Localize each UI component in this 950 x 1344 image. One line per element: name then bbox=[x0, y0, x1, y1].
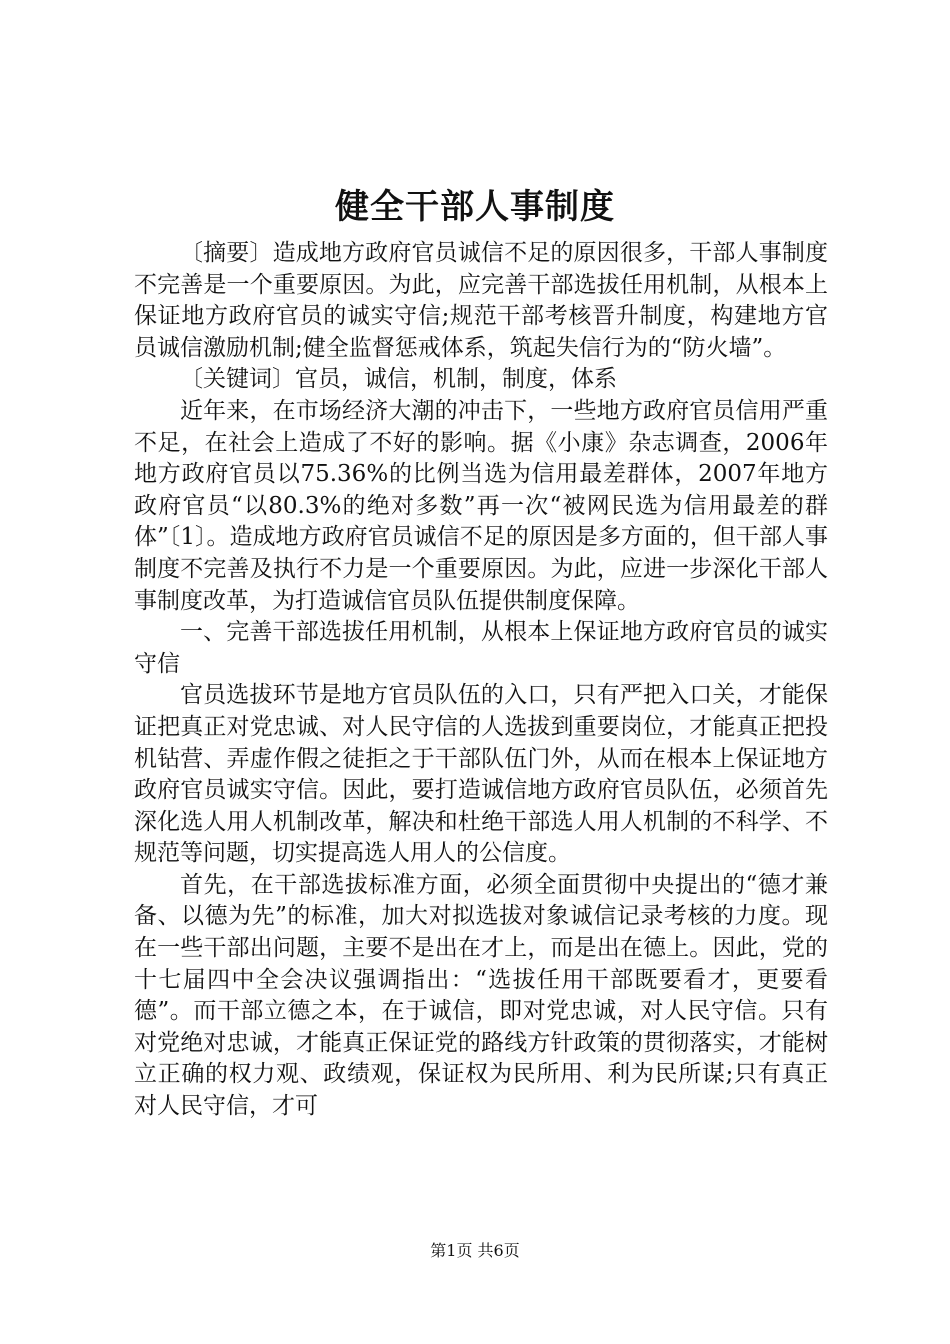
document-title: 健全干部人事制度 bbox=[335, 187, 615, 227]
abstract-paragraph: 〔摘要〕造成地方政府官员诚信不足的原因很多，干部人事制度不完善是一个重要原因。为此，应完善干部选拔任用机制，从根本上保证地方政府官员的诚实守信;规范干部考核晋升制度，构建地方官员诚信激励机制;健全监督惩戒体系，筑起失信行为的“防火墙”。 bbox=[134, 240, 828, 361]
keywords-paragraph: 〔关键词〕官员，诚信，机制，制度，体系 bbox=[180, 366, 617, 393]
intro-paragraph: 近年来，在市场经济大潮的冲击下，一些地方政府官员信用严重不足，在社会上造成了不好的影响。据《小康》杂志调查，2006年地方政府官员以75.36%的比例当选为信用最差群体，2007年地方政府官员“以80.3%的绝对多数”再一次“被网民选为信用最差的群体”〔1〕。造成地方政府官员诚信不足的原因是多方面的，但干部人事制度不完善及执行不力是一个重要原因。为此，应进一步深化干部人事制度改革，为打造诚信官员队伍提供制度保障。 bbox=[134, 397, 828, 614]
body-paragraph: 官员选拔环节是地方官员队伍的入口，只有严把入口关，才能保证把真正对党忠诚、对人民守信的人选拔到重要岗位，才能真正把投机钻营、弄虚作假之徒拒之于干部队伍门外，从而在根本上保证地方政府官员诚实守信。因此，要打造诚信地方政府官员队伍，必须首先深化选人用人机制改革，解决和杜绝干部选人用人机制的不科学、不规范等问题，切实提高选人用人的公信度。 bbox=[134, 682, 828, 867]
page-number: 第1页 共6页 bbox=[430, 1241, 520, 1260]
document-body bbox=[134, 238, 828, 1123]
section-heading: 一、完善干部选拔任用机制，从根本上保证地方政府官员的诚实守信 bbox=[134, 619, 828, 677]
body-paragraph: 首先，在干部选拔标准方面，必须全面贯彻中央提出的“德才兼备、以德为先”的标准，加大对拟选拔对象诚信记录考核的力度。现在一些干部出问题，主要不是出在才上，而是出在德上。因此，党的十七届四中全会决议强调指出：“选拔任用干部既要看才，更要看德”。而干部立德之本，在于诚信，即对党忠诚，对人民守信。只有对党绝对忠诚，才能真正保证党的路线方针政策的贯彻落实，才能树立正确的权力观、政绩观，保证权为民所用、利为民所谋;只有真正对人民守信，才可 bbox=[134, 871, 828, 1120]
